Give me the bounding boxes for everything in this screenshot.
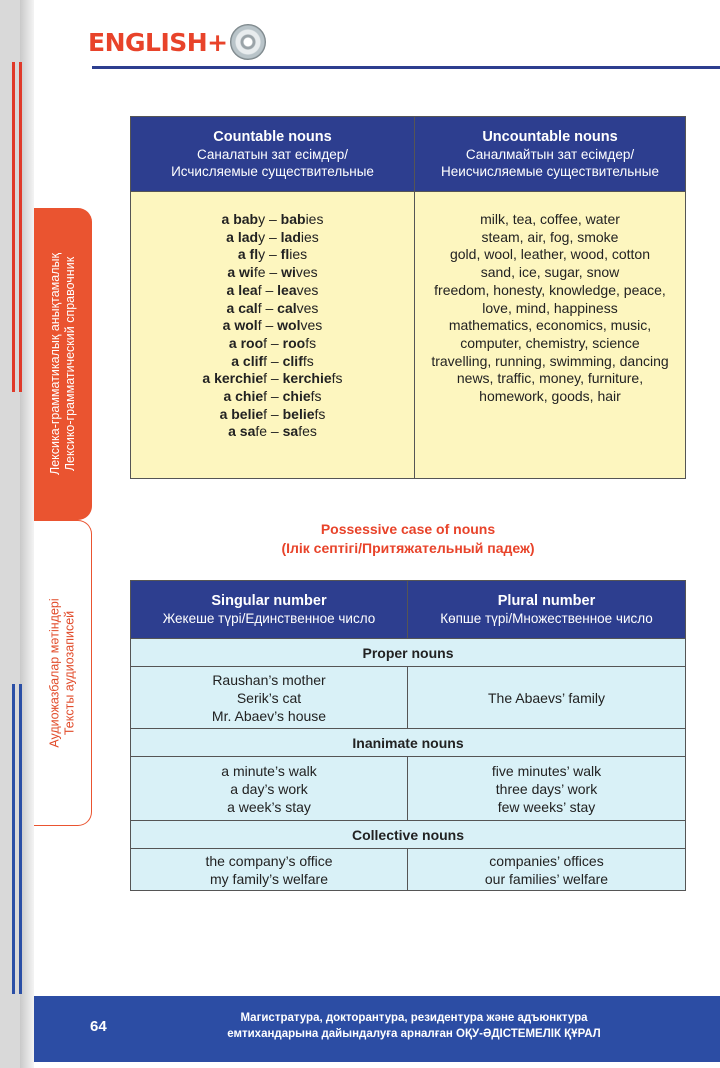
- countable-noun-item: a belief – beliefs: [219, 405, 326, 422]
- example-text: five minutes’ walk: [491, 762, 602, 779]
- plural-sub: Көпше түрі/Множественное число: [440, 611, 653, 626]
- uncountable-sub-ru: Неисчисляемые существительные: [441, 164, 659, 179]
- countable-header: [131, 117, 415, 192]
- countable-uncountable-table: [130, 116, 686, 479]
- example-text: Raushan’s mother: [212, 671, 326, 688]
- plural-header: [408, 581, 686, 639]
- example-text: The Abaevs’ family: [488, 689, 605, 706]
- uncountable-title: Uncountable nouns: [482, 129, 618, 145]
- uncountable-noun-line: gold, wool, leather, wood, cotton: [449, 246, 651, 263]
- footer-line-2: емтихандарына дайындалуға арналған ОҚУ-ӘДІСТЕМЕЛІК ҚҰРАЛ: [227, 1028, 601, 1040]
- countable-noun-item: a cliff – cliffs: [231, 352, 314, 369]
- countable-noun-item: a leaf – leaves: [226, 281, 319, 298]
- possessive-title-kz-ru: (Ілік септігі/Притяжательный падеж): [281, 540, 535, 556]
- logo-text: ENGLISH+: [88, 27, 228, 57]
- countable-sub-kz: Саналатын зат есімдер/: [196, 147, 349, 162]
- uncountable-noun-line: freedom, honesty, knowledge, peace,: [434, 281, 666, 298]
- uncountable-noun-line: steam, air, fog, smoke: [481, 228, 619, 245]
- countable-noun-item: a lady – ladies: [226, 228, 319, 245]
- example-text: Mr. Abaev’s house: [211, 707, 327, 724]
- uncountable-noun-line: computer, chemistry, science: [460, 334, 640, 351]
- header-rule: [92, 66, 720, 69]
- uncountable-noun-line: sand, ice, sugar, snow: [480, 264, 620, 281]
- example-text: a week’s stay: [227, 798, 311, 815]
- example-text: my family’s welfare: [210, 870, 328, 887]
- plural-title: Plural number: [497, 593, 596, 609]
- page-number: 64: [90, 1018, 107, 1035]
- example-text: few weeks’ stay: [497, 798, 596, 815]
- side-tab-label-kz: Лексика-грамматикалық анықтамалық: [48, 253, 63, 475]
- proper-singular-cell: [131, 667, 408, 729]
- countable-noun-item: a kerchief – kerchiefs: [202, 370, 343, 387]
- countable-noun-item: a baby – babies: [221, 211, 324, 227]
- countable-noun-item: a chief – chiefs: [223, 388, 322, 405]
- inanimate-singular-cell: [131, 757, 408, 821]
- proper-plural-cell: [408, 667, 686, 729]
- uncountable-noun-line: travelling, running, swimming, dancing: [431, 352, 669, 369]
- footer-banner: [34, 996, 720, 1062]
- uncountable-header: [415, 117, 686, 192]
- blue-margin-lines: [12, 684, 28, 994]
- uncountable-noun-line: love, mind, happiness: [482, 299, 618, 316]
- countable-noun-item: a calf – calves: [226, 299, 319, 316]
- example-text: Serik’s cat: [236, 689, 302, 706]
- uncountable-noun-line: homework, goods, hair: [479, 388, 621, 405]
- collective-singular-cell: [131, 849, 408, 891]
- uncountable-sub-kz: Саналмайтын зат есімдер/: [465, 147, 635, 162]
- countable-noun-item: a wolf – wolves: [222, 317, 323, 334]
- side-tab-label-kz: Аудиожазбалар мәтіндері: [48, 598, 62, 748]
- footer-text: [154, 1010, 674, 1042]
- example-text: our families’ welfare: [484, 870, 609, 887]
- section-inanimate-nouns: Inanimate nouns: [131, 729, 686, 757]
- collective-plural-cell: [408, 849, 686, 891]
- countable-title: Countable nouns: [213, 129, 332, 145]
- example-text: the company’s office: [205, 852, 333, 869]
- inanimate-plural-cell: [408, 757, 686, 821]
- countable-nouns-list: [131, 192, 415, 479]
- uncountable-noun-line: mathematics, economics, music,: [448, 317, 652, 334]
- countable-sub-ru: Исчисляемые существительные: [171, 164, 374, 179]
- section-collective-nouns: Collective nouns: [131, 821, 686, 849]
- side-tab-label-ru: Лексико-грамматический справочник: [63, 256, 78, 472]
- singular-title: Singular number: [211, 593, 327, 609]
- cd-disc-icon: [230, 24, 266, 60]
- possessive-title-en: Possessive case of nouns: [320, 521, 496, 537]
- example-text: a minute’s walk: [221, 762, 317, 779]
- uncountable-noun-line: milk, tea, coffee, water: [480, 211, 620, 227]
- singular-sub: Жекеше түрі/Единственное число: [162, 611, 376, 626]
- example-text: three days’ work: [495, 780, 598, 797]
- red-margin-lines: [12, 62, 28, 392]
- side-tab-audio-scripts[interactable]: [34, 520, 92, 826]
- side-tab-label-ru: Тексты аудиозаписей: [63, 610, 77, 736]
- countable-noun-item: a fly – flies: [237, 246, 308, 263]
- countable-noun-item: a roof – roofs: [228, 334, 317, 351]
- uncountable-noun-line: news, traffic, money, furniture,: [456, 370, 644, 387]
- english-plus-logo: [88, 24, 266, 60]
- footer-line-1: Магистратура, докторантура, резидентура және адъюнктура: [240, 1012, 588, 1024]
- singular-header: [131, 581, 408, 639]
- example-text: companies’ offices: [489, 852, 604, 869]
- example-text: a day’s work: [230, 780, 308, 797]
- side-tab-grammar-reference[interactable]: [34, 208, 92, 520]
- section-proper-nouns: Proper nouns: [131, 639, 686, 667]
- possessive-case-table: [130, 580, 686, 891]
- countable-noun-item: a wife – wives: [227, 264, 318, 281]
- countable-noun-item: a safe – safes: [228, 423, 317, 440]
- uncountable-nouns-list: [415, 192, 686, 479]
- possessive-title: [130, 520, 686, 558]
